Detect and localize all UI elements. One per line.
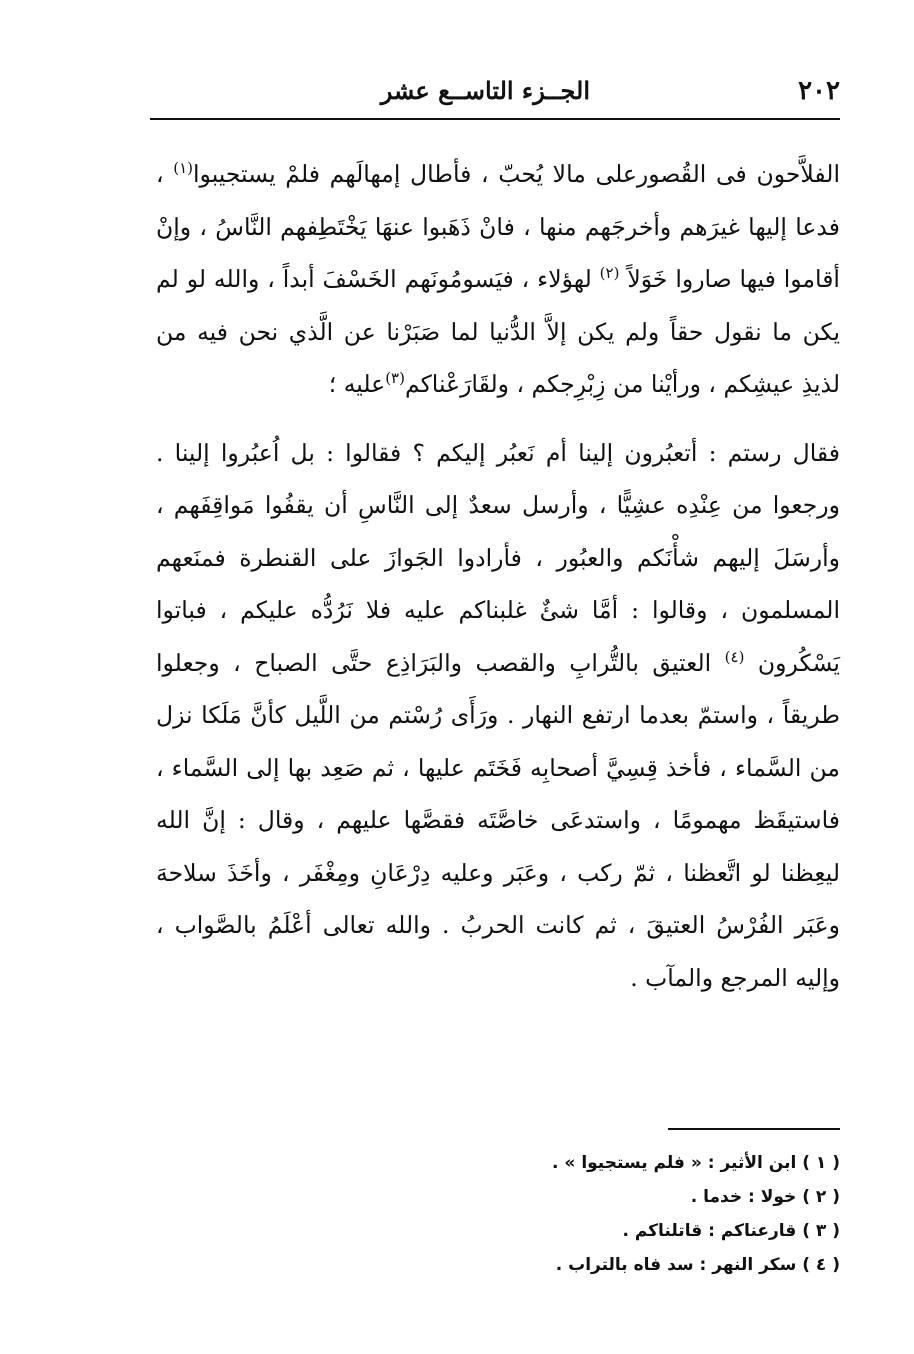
footnote-ref-3: (٣) [385,369,405,388]
paragraph-1-text-c: لهؤلاء ، فيَسومُونَهم الخَسْفَ أبداً ، والله لو لم يكن ما نقول حقاً ولم يكن إلاَّ الدُّنيا لما صَبَرْنا عن الَّذي نحن فيه من لذيذِ عيشِكم ، ورأيْنا من زِبْرِجكم ، ولقَارَعْناكم [156,265,840,398]
footnote-divider [668,1128,840,1130]
footnote-4: ( ٤ ) سكر النهر : سد فاه بالتراب . [555,1255,840,1275]
paragraph-1 [156,148,840,411]
footnote-2: ( ٢ ) خولا : خدما . [690,1187,840,1207]
paragraph-1-text-b: ، فدعا إليها غيرَهم وأخرجَهم منها ، فانْ ذَهَبوا عنهَا يَخْتَطِفهم النَّاسُ ، وإنْ أقاموا فيها صاروا خَوَلاً [156,160,840,293]
paragraph-2-text-a: فقال رستم : أتعبُرون إلينا أم نَعبُر إليكم ؟ فقالوا : بل اُعبُروا إلينا . ورجعوا من عِنْدِه عشِيًّا ، وأرسل سعدٌ إلى النَّاسِ أن يقفُوا مَواقِفَهم ، وأرسَلَ إليهم شأْنَكم والعبُور ، فأرادوا الجَوازَ على القنطرة فمنَعهم المسلمون ، وقالوا : أمَّا شئٌ غلبناكم عليه فلا نَرُدُّه عليكم ، فباتوا يَسْكُرون [156,438,840,677]
footnote-3: ( ٣ ) قارعناكم : قاتلناكم . [622,1221,840,1241]
paragraph-2 [156,427,840,1005]
paragraph-1-text-a: الفلاَّحون فى القُصورعلى مالا يُحبّ ، فأطال إمهالَهم فلمْ يستجيبوا [193,160,840,188]
footnote-1: ( ١ ) ابن الأثير : « فلم يستجيوا » . [552,1153,840,1173]
header-divider [150,118,840,120]
footnote-ref-1: (١) [173,159,194,178]
paragraph-gap [156,411,840,427]
page-header [150,72,840,112]
paragraph-2-text-b: العتيق بالتُّرابِ والقصب والبَرَاذِع حتَّى الصباح ، وجعلوا طريقاً ، واستمّ بعدما ارتفع النهار . ورَأَى رُسْتم من اللَّيل كأنَّ مَلَكا نزل من السَّماء ، فأخذ قِسِيَّ أصحابِه فَخَتَم عليها ، ثم صَعِد بها إلى السَّماء ، فاستيقَظ مهمومًا ، واستدعَى خاصَّتَه فقصَّها عليهم ، وقال : إنَّ الله ليعِظنا لو اتَّعظنا ، ثمّ ركب ، وعَبَر وعليه دِرْعَانِ ومِغْفَر ، وأخَذَ سلاحهَ وعَبَر الفُرْسُ العتيقَ ، ثم كانت الحربُ . والله تعالى أعْلَمُ بالصَّواب ، وإليه المرجع والمآب . [156,648,840,992]
main-text [156,148,840,1004]
page-number: ٢٠٢ [798,76,840,106]
footnote-ref-2: (٢) [599,264,620,283]
footnotes [400,1146,840,1282]
running-title: الجــزء التاســع عشر [380,76,590,105]
paragraph-1-text-d: عليه ؛ [328,370,386,398]
footnote-ref-4: (٤) [724,647,745,666]
